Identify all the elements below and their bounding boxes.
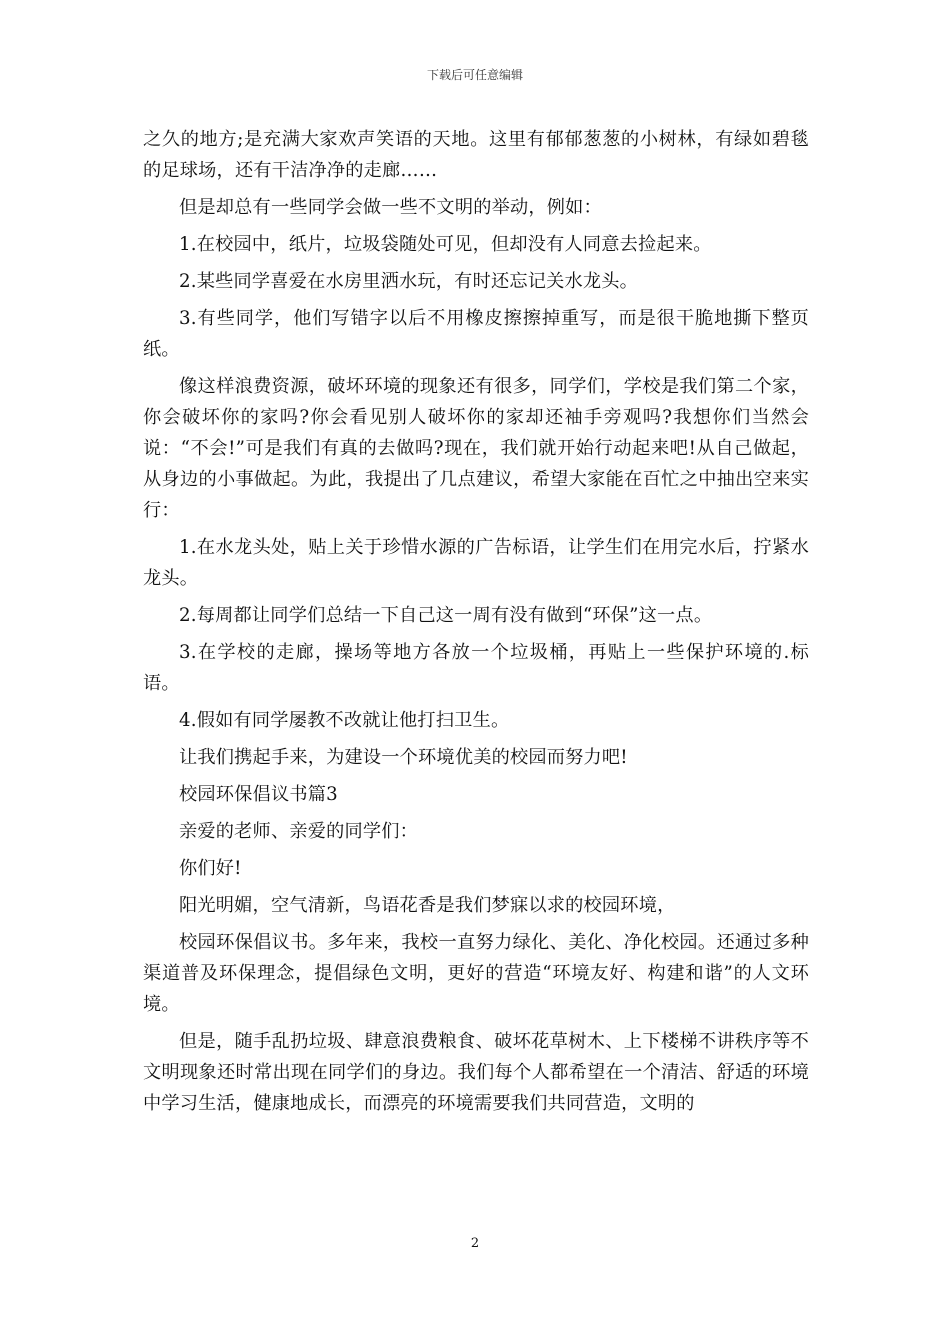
section-title: 校园环保倡议书篇3 bbox=[179, 784, 338, 805]
greeting: 你们好! bbox=[179, 858, 242, 879]
list-item: 2.每周都让同学们总结一下自己这一周有没有做到“环保”这一点。 bbox=[179, 605, 713, 626]
list-item: 1.在水龙头处，贴上关于珍惜水源的广告标语，让学生们在用完水后，拧紧水龙头。 bbox=[143, 537, 809, 589]
list-item: 2.某些同学喜爱在水房里洒水玩，有时还忘记关水龙头。 bbox=[179, 271, 639, 292]
list-item: 1.在校园中，纸片，垃圾袋随处可见，但却没有人同意去捡起来。 bbox=[179, 234, 712, 255]
paragraph: 但是却总有一些同学会做一些不文明的举动，例如： bbox=[179, 197, 602, 218]
paragraph: 之久的地方;是充满大家欢声笑语的天地。这里有郁郁葱葱的小树林，有绿如碧毯的足球场，还有干洁净净的走廊…… bbox=[143, 129, 809, 181]
page-header: 下载后可任意编辑 bbox=[426, 68, 523, 82]
paragraph: 让我们携起手来，为建设一个环境优美的校园而努力吧! bbox=[179, 747, 628, 768]
paragraph: 校园环保倡议书。多年来，我校一直努力绿化、美化、净化校园。还通过多种渠道普及环保理念，提倡绿色文明，更好的营造“环境友好、构建和谐”的人文环境。 bbox=[143, 932, 809, 1015]
list-item: 3.有些同学，他们写错字以后不用橡皮擦擦掉重写，而是很干脆地撕下整页纸。 bbox=[143, 308, 809, 360]
salutation: 亲爱的老师、亲爱的同学们： bbox=[179, 821, 419, 842]
paragraph: 阳光明媚，空气清新，鸟语花香是我们梦寐以求的校园环境， bbox=[179, 895, 676, 916]
page-number: 2 bbox=[470, 1236, 480, 1251]
paragraph: 但是，随手乱扔垃圾、肆意浪费粮食、破坏花草树木、上下楼梯不讲秩序等不文明现象还时常出现在同学们的身边。我们每个人都希望在一个清洁、舒适的环境中学习生活，健康地成长，而漂亮的环境需要我们共同营造，文明的 bbox=[143, 1031, 809, 1114]
list-item: 4.假如有同学屡教不改就让他打扫卫生。 bbox=[179, 710, 510, 731]
document-body bbox=[143, 124, 809, 1125]
paragraph: 像这样浪费资源，破坏环境的现象还有很多，同学们，学校是我们第二个家，你会破坏你的家吗?你会看见别人破坏你的家却还袖手旁观吗?我想你们当然会说：“不会!”可是我们有真的去做吗?现在，我们就开始行动起来吧!从自己做起，从身边的小事做起。为此，我提出了几点建议，希望大家能在百忙之中抽出空来实行： bbox=[143, 376, 809, 521]
list-item: 3.在学校的走廊，操场等地方各放一个垃圾桶，再贴上一些保护环境的.标语。 bbox=[143, 642, 809, 694]
